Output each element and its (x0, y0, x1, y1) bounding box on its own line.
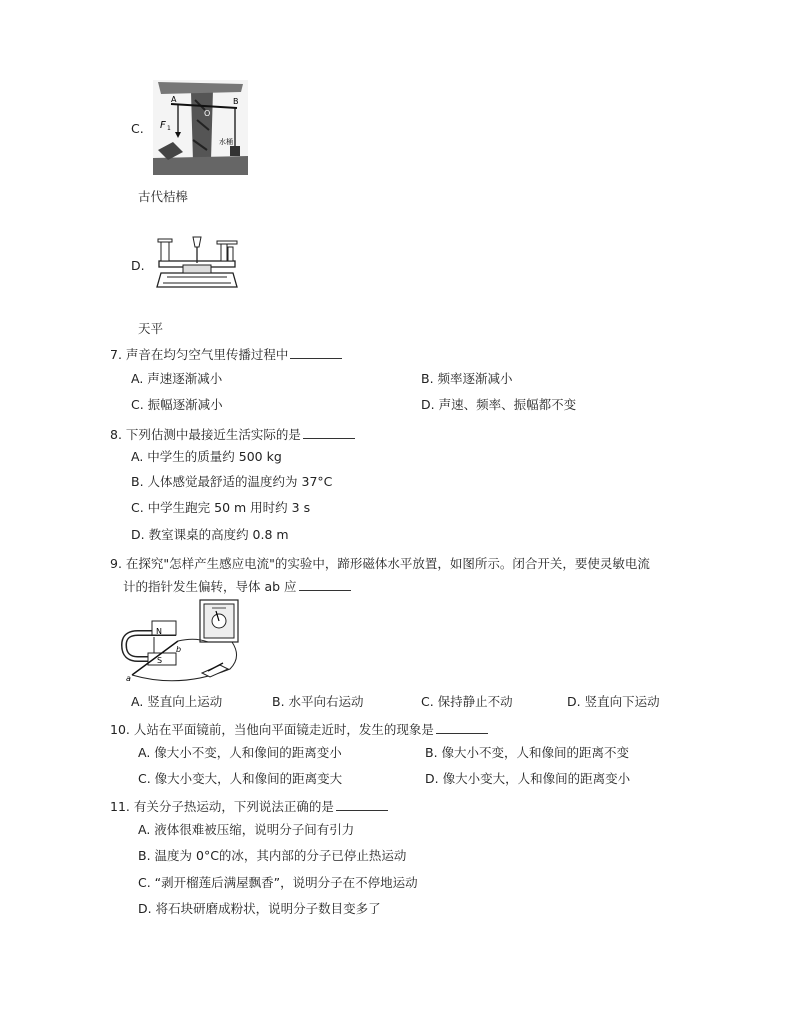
option-d-caption: 天平 (138, 321, 164, 336)
label-s: S (157, 656, 163, 665)
option-c-letter: C. (131, 121, 144, 136)
q8-option-a: A. 中学生的质量约 500 kg (131, 449, 282, 464)
label-f-sub: 1 (167, 125, 171, 132)
q9-option-d: D. 竖直向下运动 (567, 694, 660, 709)
q7-answer-blank[interactable] (290, 347, 342, 359)
label-bucket: 水桶 (219, 138, 233, 146)
q8-option-d: D. 教室课桌的高度约 0.8 m (131, 527, 289, 542)
q11-option-c: C. “剥开榴莲后满屋飘香”，说明分子在不停地运动 (138, 875, 418, 890)
q8-option-c: C. 中学生跑完 50 m 用时约 3 s (131, 500, 311, 515)
q7-option-b: B. 频率逐渐减小 (421, 371, 513, 386)
q7-stem: 7. 声音在均匀空气里传播过程中 (110, 347, 342, 363)
label-a: A (171, 95, 177, 104)
q8-answer-blank[interactable] (303, 427, 355, 439)
q11-answer-blank[interactable] (336, 799, 388, 811)
well-sweep-figure (153, 80, 248, 175)
q9-stem-line2: 计的指针发生偏转，导体 ab 应 (123, 579, 351, 595)
label-b: B (233, 97, 239, 106)
q10-option-d: D. 像大小变大，人和像间的距离变小 (425, 771, 631, 786)
q10-option-c: C. 像大小变大，人和像间的距离变大 (138, 771, 343, 786)
q9-option-c: C. 保持静止不动 (421, 694, 513, 709)
label-o: O (204, 109, 211, 118)
label-a-end: a (126, 674, 131, 683)
q9-answer-blank[interactable] (299, 579, 351, 591)
q9-stem-line1: 9. 在探究"怎样产生感应电流"的实验中，蹄形磁体水平放置，如图所示。闭合开关，要使灵敏电流 (110, 556, 650, 571)
q10-option-a: A. 像大小不变，人和像间的距离变小 (138, 745, 342, 760)
q11-stem: 11. 有关分子热运动，下列说法正确的是 (110, 799, 388, 815)
option-c-caption: 古代桔槔 (138, 189, 189, 204)
q10-stem: 10. 人站在平面镜前，当他向平面镜走近时，发生的现象是 (110, 722, 488, 738)
q11-option-d: D. 将石块研磨成粉状，说明分子数目变多了 (138, 901, 381, 916)
q10-option-b: B. 像大小不变，人和像间的距离不变 (425, 745, 630, 760)
q7-option-a: A. 声速逐渐减小 (131, 371, 223, 386)
q9-option-b: B. 水平向右运动 (272, 694, 364, 709)
q11-option-b: B. 温度为 0°C的冰，其内部的分子已停止热运动 (138, 848, 407, 863)
label-n: N (156, 627, 162, 636)
induction-experiment-figure (120, 597, 245, 687)
q9-option-a: A. 竖直向上运动 (131, 694, 223, 709)
q11-option-a: A. 液体很难被压缩，说明分子间有引力 (138, 822, 355, 837)
q8-option-b: B. 人体感觉最舒适的温度约为 37°C (131, 474, 333, 489)
q7-option-c: C. 振幅逐渐减小 (131, 397, 223, 412)
option-d-letter: D. (131, 258, 145, 273)
q10-answer-blank[interactable] (436, 722, 488, 734)
label-f: F (160, 120, 166, 131)
q7-option-d: D. 声速、频率、振幅都不变 (421, 397, 577, 412)
balance-scale-figure (153, 233, 240, 293)
q8-stem: 8. 下列估测中最接近生活实际的是 (110, 427, 355, 443)
label-b-end: b (176, 645, 182, 654)
